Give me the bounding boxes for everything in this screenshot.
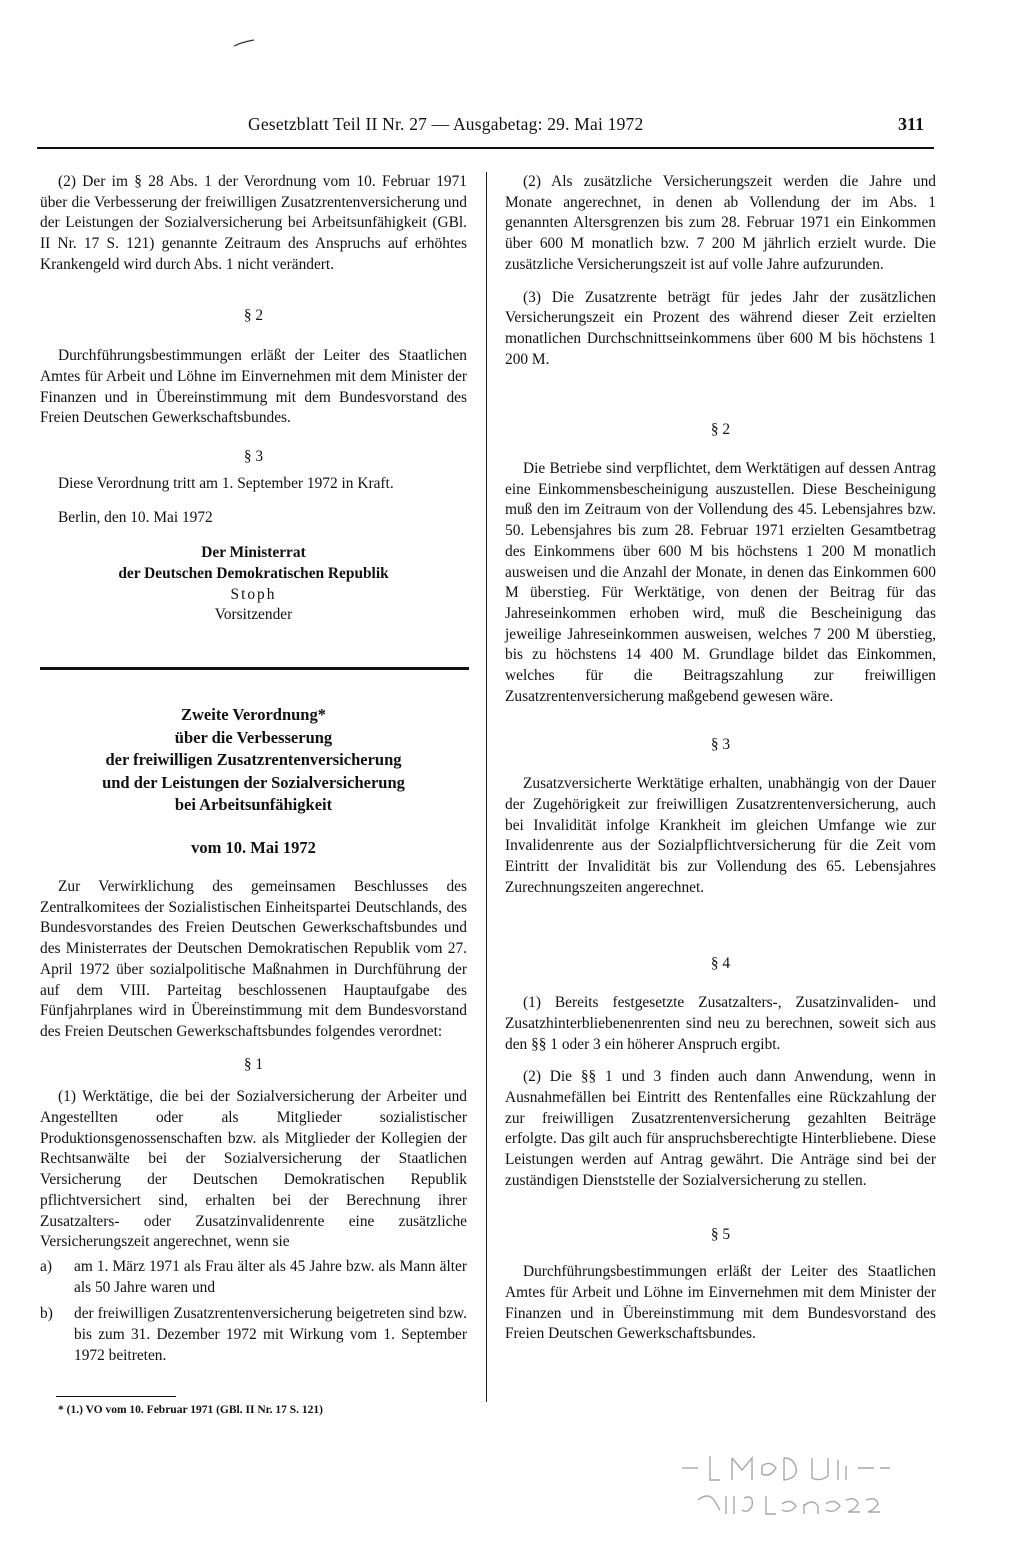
section-4-paragraph-2: (2) Die §§ 1 und 3 finden auch dann Anwendung, wenn in Ausnahmefällen bei Eintritt des Rentenfalles eine Rückzahlung der zur freiwilligen Zusatzrentenversicherung gezahlten Beiträge erfolgte. Das gilt auch für anspruchsberechtigte Hinterbliebene. Diese Leistungen werden auf Antrag gewährt. Die Anträge sind bei der zuständigen Dienststelle der Sozialversicherung zu stellen.	[505, 1068, 936, 1189]
list-label: a)	[40, 1257, 52, 1275]
signer-title: Vorsitzender	[214, 606, 293, 624]
ordinance-title-line: bei Arbeitsunfähigkeit	[174, 795, 333, 814]
section-1-paragraph-2-continued: (2) Der im § 28 Abs. 1 der Verordnung vom 10. Februar 1971 über die Verbesserung der freiwilligen Zusatzrentenversicherung und der Leistungen der Sozialversicherung bei Arbeitsunfähigkeit (GBl. II Nr. 17 S. 121) genannte Zeitraum des Anspruchs auf erhöhtes Krankengeld wird durch Abs. 1 nicht verändert.	[40, 173, 467, 273]
section-4-heading: § 4	[710, 955, 731, 973]
section-2-text: Durchführungsbestimmungen erläßt der Leiter des Staatlichen Amtes für Arbeit und Löhne im Einvernehmen mit dem Minister der Finanzen und in Übereinstimmung mit dem Bundesvorstand des Freien Deutschen Gewerkschaftsbundes.	[40, 347, 467, 427]
library-stamp-icon	[662, 1448, 902, 1526]
page-number: 311	[898, 114, 925, 134]
section-1-paragraph-3: (3) Die Zusatzrente beträgt für jedes Jahr der zusätzlichen Versicherungszeit ein Prozent des während dieser Zeit erzielten monatlichen Durchschnittseinkommens über 600 M bis höchstens 1 200 M.	[505, 288, 936, 368]
list-label: b)	[40, 1305, 53, 1323]
column-divider	[486, 172, 487, 1402]
right-column	[505, 172, 936, 1345]
section-3-text: Zusatzversicherte Werktätige erhalten, unabhängig von der Dauer der Zugehörigkeit zur freiwilligen Zusatzrentenversicherung, auch bei Invalidität infolge Krankheit im gleichen Umfange wie zur Invalidenrente aus der Sozialpflichtversicherung für die Zeit vom Eintritt der Invalidität bis zur Vollendung des 65. Lebensjahres Zurechnungszeiten angerechnet.	[505, 775, 936, 896]
ordinance-title-line: und der Leistungen der Sozialversicherung	[102, 772, 405, 792]
ordinance-title-line: der freiwilligen Zusatzrentenversicherung	[105, 750, 402, 769]
pen-mark-icon	[232, 38, 256, 48]
section-3-heading: § 3	[710, 736, 731, 754]
ordinance-title-line: Zweite Verordnung*	[180, 705, 326, 724]
header-rule	[37, 147, 934, 149]
section-2-heading: § 2	[710, 421, 731, 439]
section-2-text: Die Betriebe sind verpflichtet, dem Werktätigen auf dessen Antrag eine Einkommensbescheinigung auszustellen. Diese Bescheinigung muß den im Zeitraum von der Vollendung des 45. Lebensjahres bzw. 50. Lebensjahres bis zum 28. Februar 1971 erzielten Gesamtbetrag des Einkommens über 600 M bis höchstens 1 200 M monatlich ausweisen und die Anzahl der Monate, in denen das Einkommen 600 M überstieg. Für Werktätige, von denen der Beitrag für das Jahreseinkommen erhoben wird, muß die Bescheinigung das jeweilige Jahreseinkommen ausweisen, welches 7 200 M überstieg, bis zu höchstens 14 400 M. Grundlage bildet das Einkommen, welches für die Beitragszahlung zur freiwilligen Zusatzrentenversicherung maßgebend gewesen wäre.	[505, 460, 936, 705]
left-column	[40, 172, 467, 626]
footnote: * (1.) VO vom 10. Februar 1971 (GBl. II Nr. 17 S. 121)	[58, 1404, 324, 1416]
section-1-paragraph-2: (2) Als zusätzliche Versicherungszeit werden die Jahre und Monate angerechnet, in denen ab Vollendung der im Abs. 1 genannten Altersgrenzen bis zum 28. Februar 1971 ein Einkommen über 600 M monatlich bzw. 7 200 M jährlich erzielt wurde. Die zusätzliche Versicherungszeit ist auf volle Jahre aufzurunden.	[505, 173, 936, 273]
place-and-date: Berlin, den 10. Mai 1972	[58, 509, 213, 527]
left-column-lower	[40, 704, 467, 1366]
section-separator-rule	[40, 667, 469, 670]
section-4-paragraph-1: (1) Bereits festgesetzte Zusatzalters-, Zusatzinvaliden- und Zusatzhinterbliebenenrenten sind neu zu berechnen, soweit sich aus den §§ 1 oder 3 ein höherer Anspruch ergibt.	[505, 994, 936, 1053]
gazette-title: Gesetzblatt Teil II Nr. 27 — Ausgabetag: 29. Mai 1972	[248, 114, 644, 134]
ordinance-date: vom 10. Mai 1972	[191, 837, 316, 857]
list-text: am 1. März 1971 als Frau älter als 45 Jahre bzw. als Mann älter als 50 Jahre waren und	[74, 1257, 467, 1296]
section-3-heading: § 3	[243, 448, 264, 466]
signatory-line-1: Der Ministerrat	[201, 544, 306, 562]
section-3-text: Diese Verordnung tritt am 1. September 1972 in Kraft.	[58, 474, 394, 492]
preamble: Zur Verwirklichung des gemeinsamen Beschlusses des Zentralkomitees der Sozialistischen Einheitspartei Deutschlands, des Bundesvorstandes des Freien Deutschen Gewerkschaftsbundes und des Ministerrates der Deutschen Demokratischen Republik vom 27. April 1972 über sozialpolitische Maßnahmen in Durchführung der auf dem VIII. Parteitag beschlossenen Hauptaufgabe des Fünfjahrplanes wird in Übereinstimmung mit dem Bundesvorstand des Freien Deutschen Gewerkschaftsbundes folgendes verordnet:	[40, 878, 467, 1040]
section-5-heading: § 5	[710, 1226, 731, 1244]
section-2-heading: § 2	[243, 306, 264, 324]
list-item-b	[40, 1304, 467, 1366]
section-1-paragraph-1: (1) Werktätige, die bei der Sozialversicherung der Arbeiter und Angestellten oder als Mitglieder sozialistischer Produktionsgenossenschaften bzw. als Mitglieder der Kollegien der Rechtsanwälte bei der Sozialversicherung der Staatlichen Versicherung der Deutschen Demokratischen Republik pflichtversichert sind, erhalten bei der Berechnung ihrer Zusatzalters- oder Zusatzinvalidenrente eine zusätzliche Versicherungszeit angerechnet, wenn sie	[40, 1088, 467, 1251]
ordinance-title	[40, 704, 467, 817]
footnote-rule	[56, 1396, 176, 1397]
signer-name: Stoph	[230, 585, 277, 603]
list-item-a	[40, 1257, 467, 1298]
signatory-line-2: der Deutschen Demokratischen Republik	[118, 564, 389, 582]
section-1-heading: § 1	[243, 1055, 264, 1073]
page-header	[0, 108, 1024, 138]
ordinance-title-line: über die Verbesserung	[174, 727, 333, 747]
section-5-text: Durchführungsbestimmungen erläßt der Leiter des Staatlichen Amtes für Arbeit und Löhne im Einvernehmen mit dem Minister der Finanzen und in Übereinstimmung mit dem Bundesvorstand des Freien Deutschen Gewerkschaftsbundes.	[505, 1263, 936, 1343]
list-text: der freiwilligen Zusatzrentenversicherung beigetreten sind bzw. bis zum 31. Dezember 1972 mit Wirkung vom 1. September 1972 beitreten.	[74, 1305, 467, 1364]
